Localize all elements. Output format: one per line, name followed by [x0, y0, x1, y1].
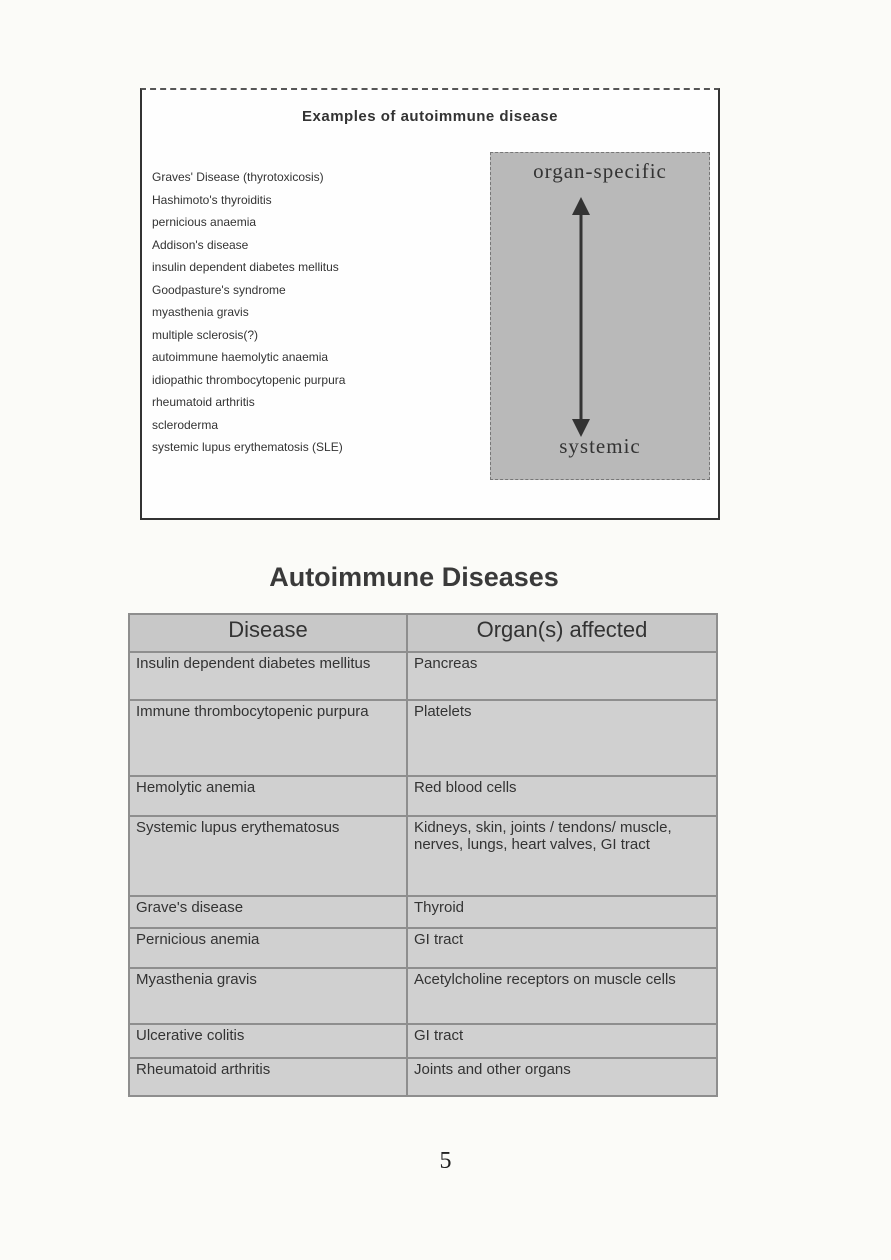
list-item: autoimmune haemolytic anaemia: [152, 350, 329, 364]
disease-cell: Immune thrombocytopenic purpura: [129, 700, 407, 776]
organ-cell: Platelets: [407, 700, 717, 776]
organ-cell: Acetylcholine receptors on muscle cells: [407, 968, 717, 1024]
table-row: [129, 1058, 717, 1096]
organ-cell: GI tract: [407, 1024, 717, 1058]
header-disease: Disease: [129, 614, 407, 652]
table-row: [129, 928, 717, 968]
disease-cell: Rheumatoid arthritis: [129, 1058, 407, 1096]
list-item: myasthenia gravis: [152, 305, 249, 319]
disease-cell: Ulcerative colitis: [129, 1024, 407, 1058]
organ-cell: Pancreas: [407, 652, 717, 700]
list-item: insulin dependent diabetes mellitus: [152, 260, 339, 274]
slide-examples-autoimmune: [140, 88, 720, 520]
list-item: multiple sclerosis(?): [152, 327, 259, 342]
autoimmune-diseases-table: [128, 613, 718, 1097]
disease-cell: Grave's disease: [129, 896, 407, 928]
header-organs: Organ(s) affected: [407, 614, 717, 652]
slide1-title: Examples of autoimmune disease: [302, 108, 558, 125]
table-row: [129, 652, 717, 700]
table-header-row: [129, 614, 717, 652]
list-item: idiopathic thrombocytopenic purpura: [152, 372, 346, 387]
list-item: scleroderma: [152, 417, 219, 432]
list-item: pernicious anaemia: [152, 215, 257, 229]
organ-cell: Joints and other organs: [407, 1058, 717, 1096]
table-row: [129, 816, 717, 896]
list-item: Addison's disease: [152, 237, 249, 252]
table-row: [129, 700, 717, 776]
table-row: [129, 776, 717, 816]
disease-cell: Myasthenia gravis: [129, 968, 407, 1024]
list-item: rheumatoid arthritis: [152, 395, 255, 409]
disease-cell: Pernicious anemia: [129, 928, 407, 968]
disease-cell: Insulin dependent diabetes mellitus: [129, 652, 407, 700]
table-row: [129, 1024, 717, 1058]
list-item: Hashimoto's thyroiditis: [152, 192, 272, 207]
disease-list: [152, 166, 345, 459]
organ-cell: Thyroid: [407, 896, 717, 928]
double-arrow-icon: [561, 197, 601, 437]
slide2-title: Autoimmune Diseases: [269, 562, 559, 592]
list-item: systemic lupus erythematosis (SLE): [152, 440, 343, 454]
list-item: Goodpasture's syndrome: [152, 282, 286, 297]
spectrum-box: [490, 152, 710, 480]
disease-cell: Systemic lupus erythematosus: [129, 816, 407, 896]
list-item: Graves' Disease (thyrotoxicosis): [152, 170, 324, 184]
organ-cell: GI tract: [407, 928, 717, 968]
spectrum-organ-specific-label: organ-specific: [533, 159, 667, 183]
table-row: [129, 968, 717, 1024]
spectrum-systemic-label: systemic: [559, 434, 641, 458]
organ-cell: Red blood cells: [407, 776, 717, 816]
organ-cell: Kidneys, skin, joints / tendons/ muscle, nerves, lungs, heart valves, GI tract: [407, 816, 717, 896]
disease-cell: Hemolytic anemia: [129, 776, 407, 816]
page-number: 5: [439, 1148, 452, 1174]
table-row: [129, 896, 717, 928]
